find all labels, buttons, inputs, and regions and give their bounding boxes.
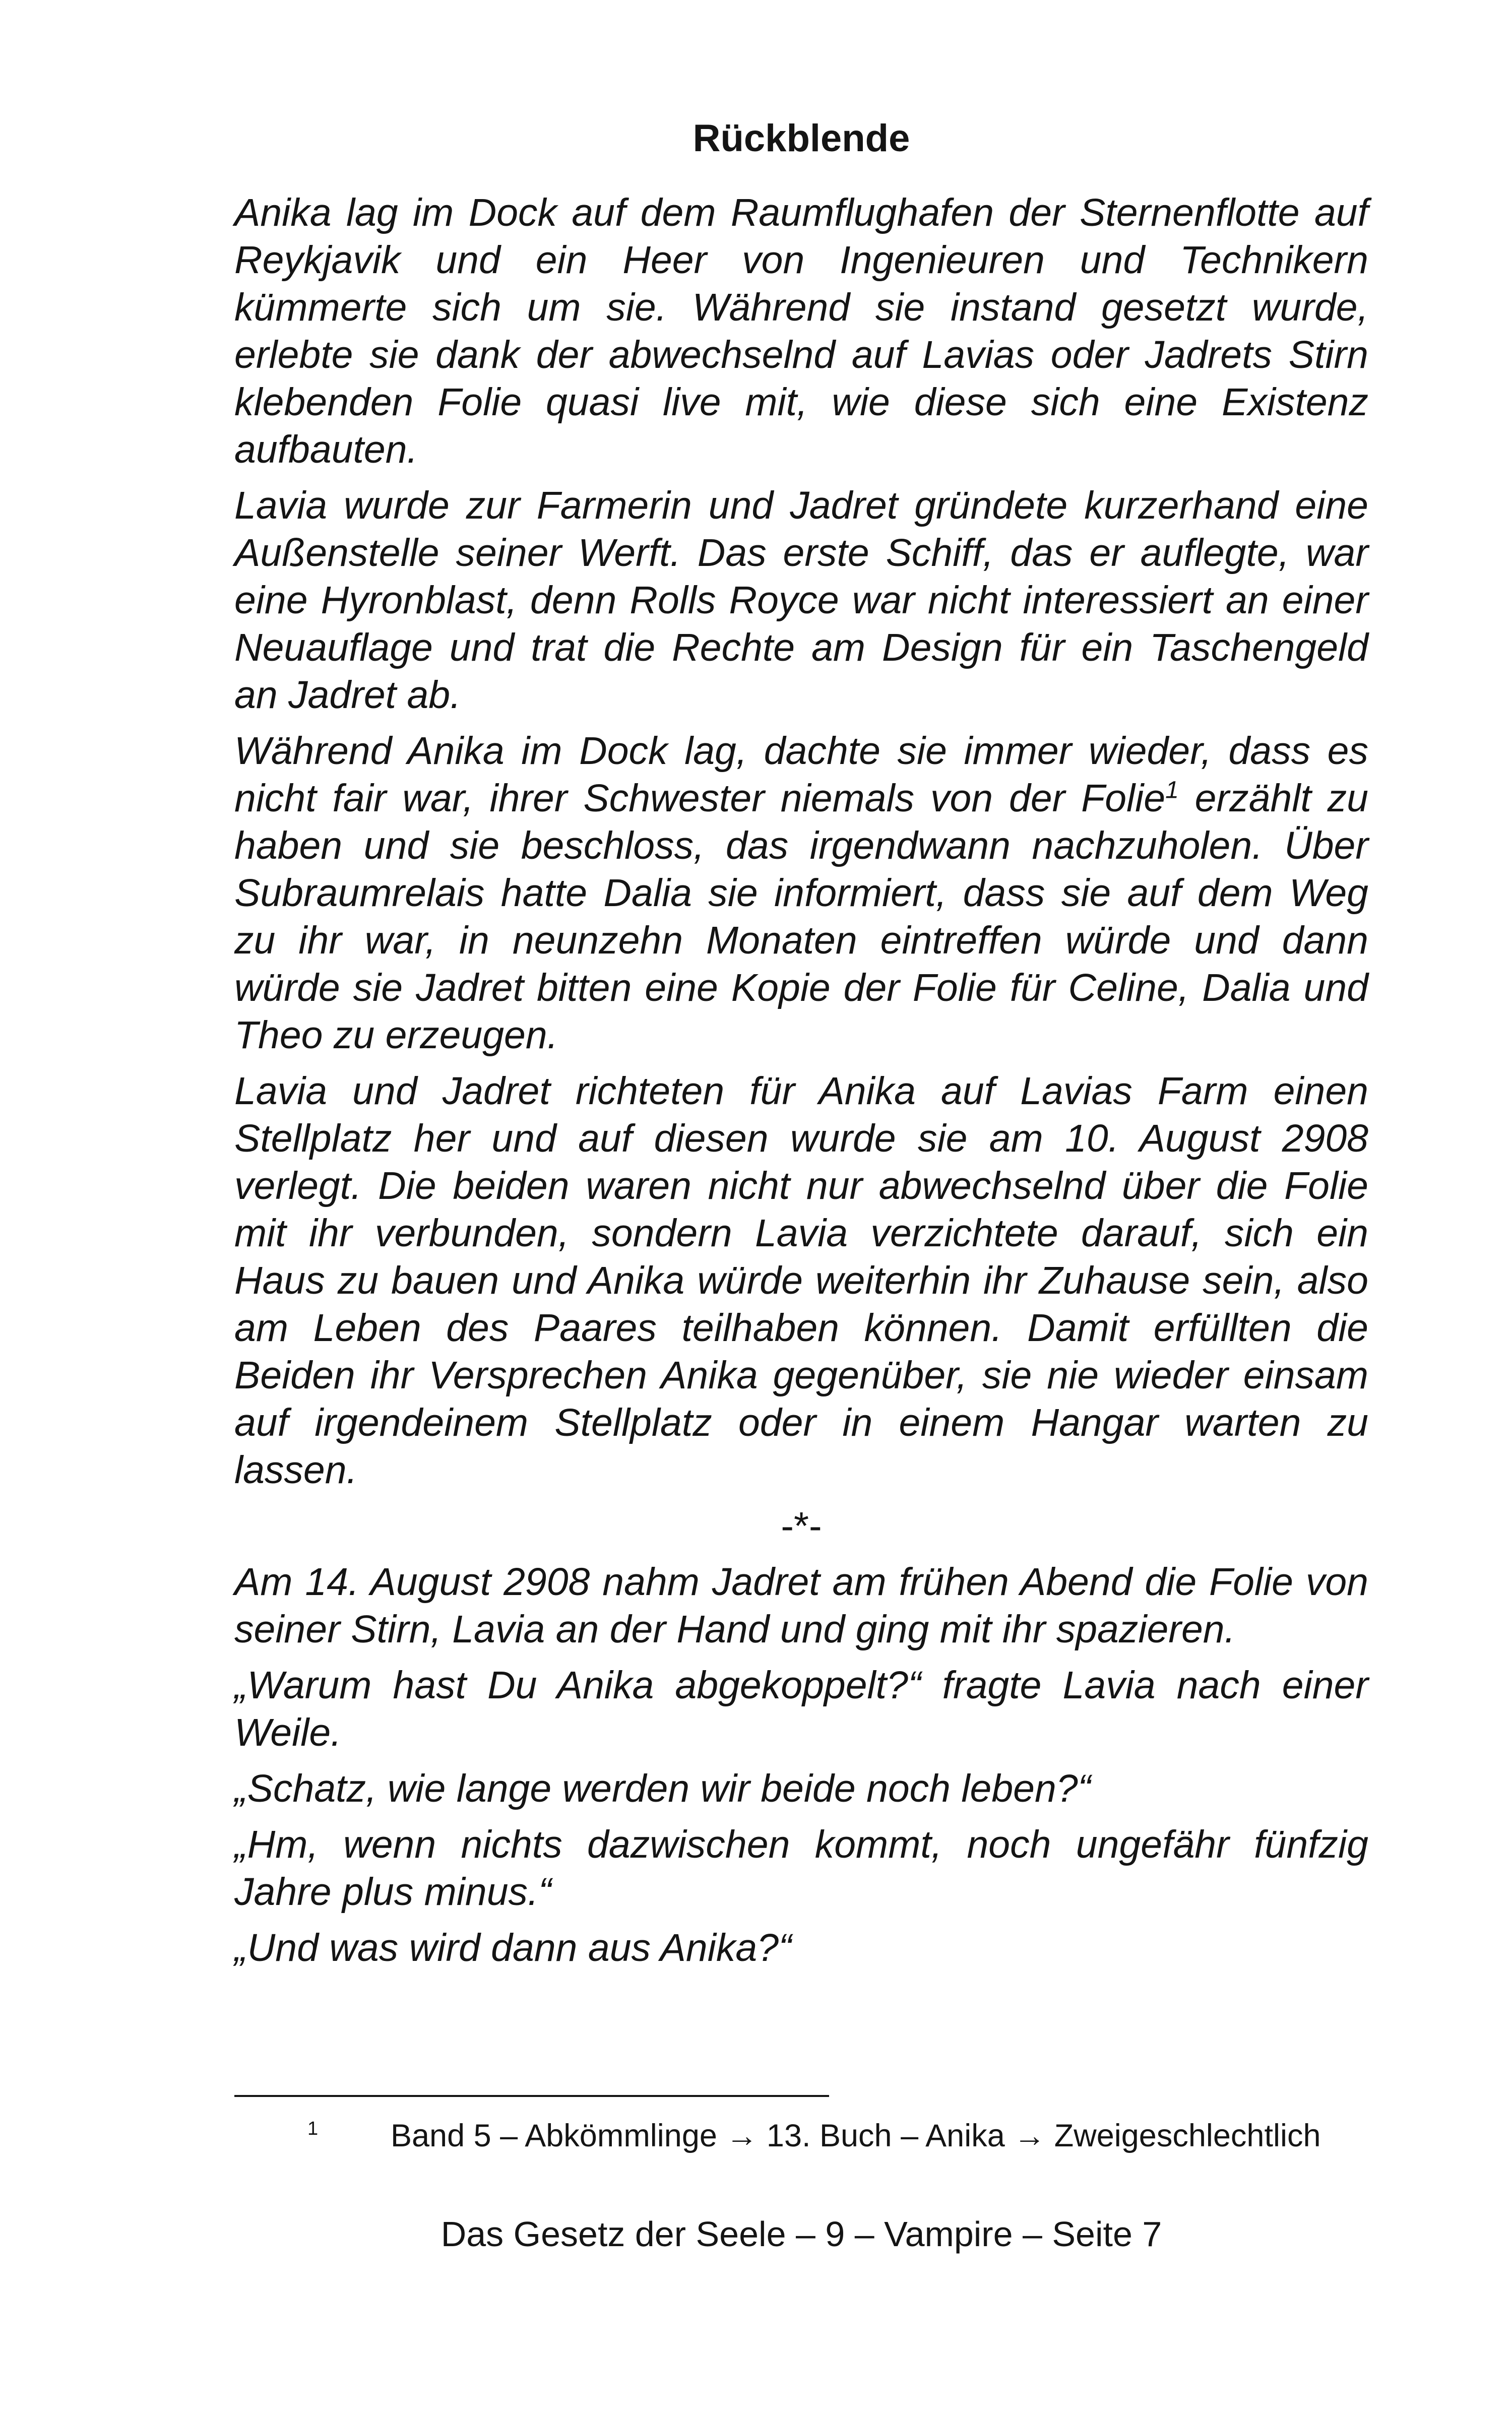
- footnote-text: Band 5 – Abkömmlinge → 13. Buch – Anika → Zweigeschlechtlich: [391, 2118, 1321, 2153]
- paragraph-text: erzählt zu haben und sie beschloss, das irgendwann nachzuholen. Über Subraumrelais hatte Dalia sie informiert, dass sie auf dem Weg zu ihr war, in neunzehn Monaten eintreffen würde und dann würde sie Jadret bitten eine Kopie der Folie für Celine, Dalia und Theo zu erzeugen.: [234, 777, 1368, 1057]
- footnote-number: 1: [307, 2118, 319, 2139]
- dialogue-paragraph: „Schatz, wie lange werden wir beide noch leben?“: [234, 1767, 1091, 1810]
- paragraph: [234, 727, 1368, 1059]
- body-text: [234, 189, 1368, 1980]
- footnote-reference[interactable]: 1: [1165, 777, 1179, 804]
- paragraph: Am 14. August 2908 nahm Jadret am frühen Abend die Folie von seiner Stirn, Lavia an der Hand und ging mit ihr spazieren.: [234, 1560, 1368, 1651]
- dialogue-paragraph: „Und was wird dann aus Anika?“: [234, 1926, 792, 1969]
- dialogue-paragraph: „Warum hast Du Anika abgekoppelt?“ fragte Lavia nach einer Weile.: [234, 1664, 1368, 1754]
- page-footer: Das Gesetz der Seele – 9 – Vampire – Seite 7: [440, 2214, 1162, 2254]
- paragraph: Anika lag im Dock auf dem Raumflughafen der Sternenflotte auf Reykjavik und ein Heer von Ingenieuren und Technikern kümmerte sich um sie. Während sie instand gesetzt wurde, erlebte sie dank der abwechselnd auf Lavias oder Jadrets Stirn klebenden Folie quasi live mit, wie diese sich eine Existenz aufbauten.: [234, 191, 1368, 471]
- chapter-title: Rückblende: [692, 117, 910, 160]
- paragraph: Lavia wurde zur Farmerin und Jadret gründete kurzerhand eine Außenstelle seiner Werft. Das erste Schiff, das er auflegte, war eine Hyronblast, denn Rolls Royce war nicht interessiert an einer Neuauflage und trat die Rechte am Design für ein Taschengeld an Jadret ab.: [234, 484, 1368, 717]
- paragraph-text: Während Anika im Dock lag, dachte sie immer wieder, dass es nicht fair war, ihrer Schwester niemals von der Folie: [234, 729, 1368, 820]
- dialogue-paragraph: „Hm, wenn nichts dazwischen kommt, noch ungefähr fünfzig Jahre plus minus.“: [234, 1823, 1368, 1914]
- footnote-divider: [234, 2095, 829, 2097]
- paragraph: Lavia und Jadret richteten für Anika auf Lavias Farm einen Stellplatz her und auf diesen wurde sie am 10. August 2908 verlegt. Die beiden waren nicht nur abwechselnd über die Folie mit ihr verbunden, sondern Lavia verzichtete darauf, sich ein Haus zu bauen und Anika würde weiterhin ihr Zuhause sein, also am Leben des Paares teilhaben können. Damit erfüllten die Beiden ihr Versprechen Anika gegenüber, sie nie wieder einsam auf irgendeinem Stellplatz oder in einem Hangar warten zu lassen.: [234, 1069, 1368, 1492]
- scene-separator: -*-: [781, 1504, 822, 1548]
